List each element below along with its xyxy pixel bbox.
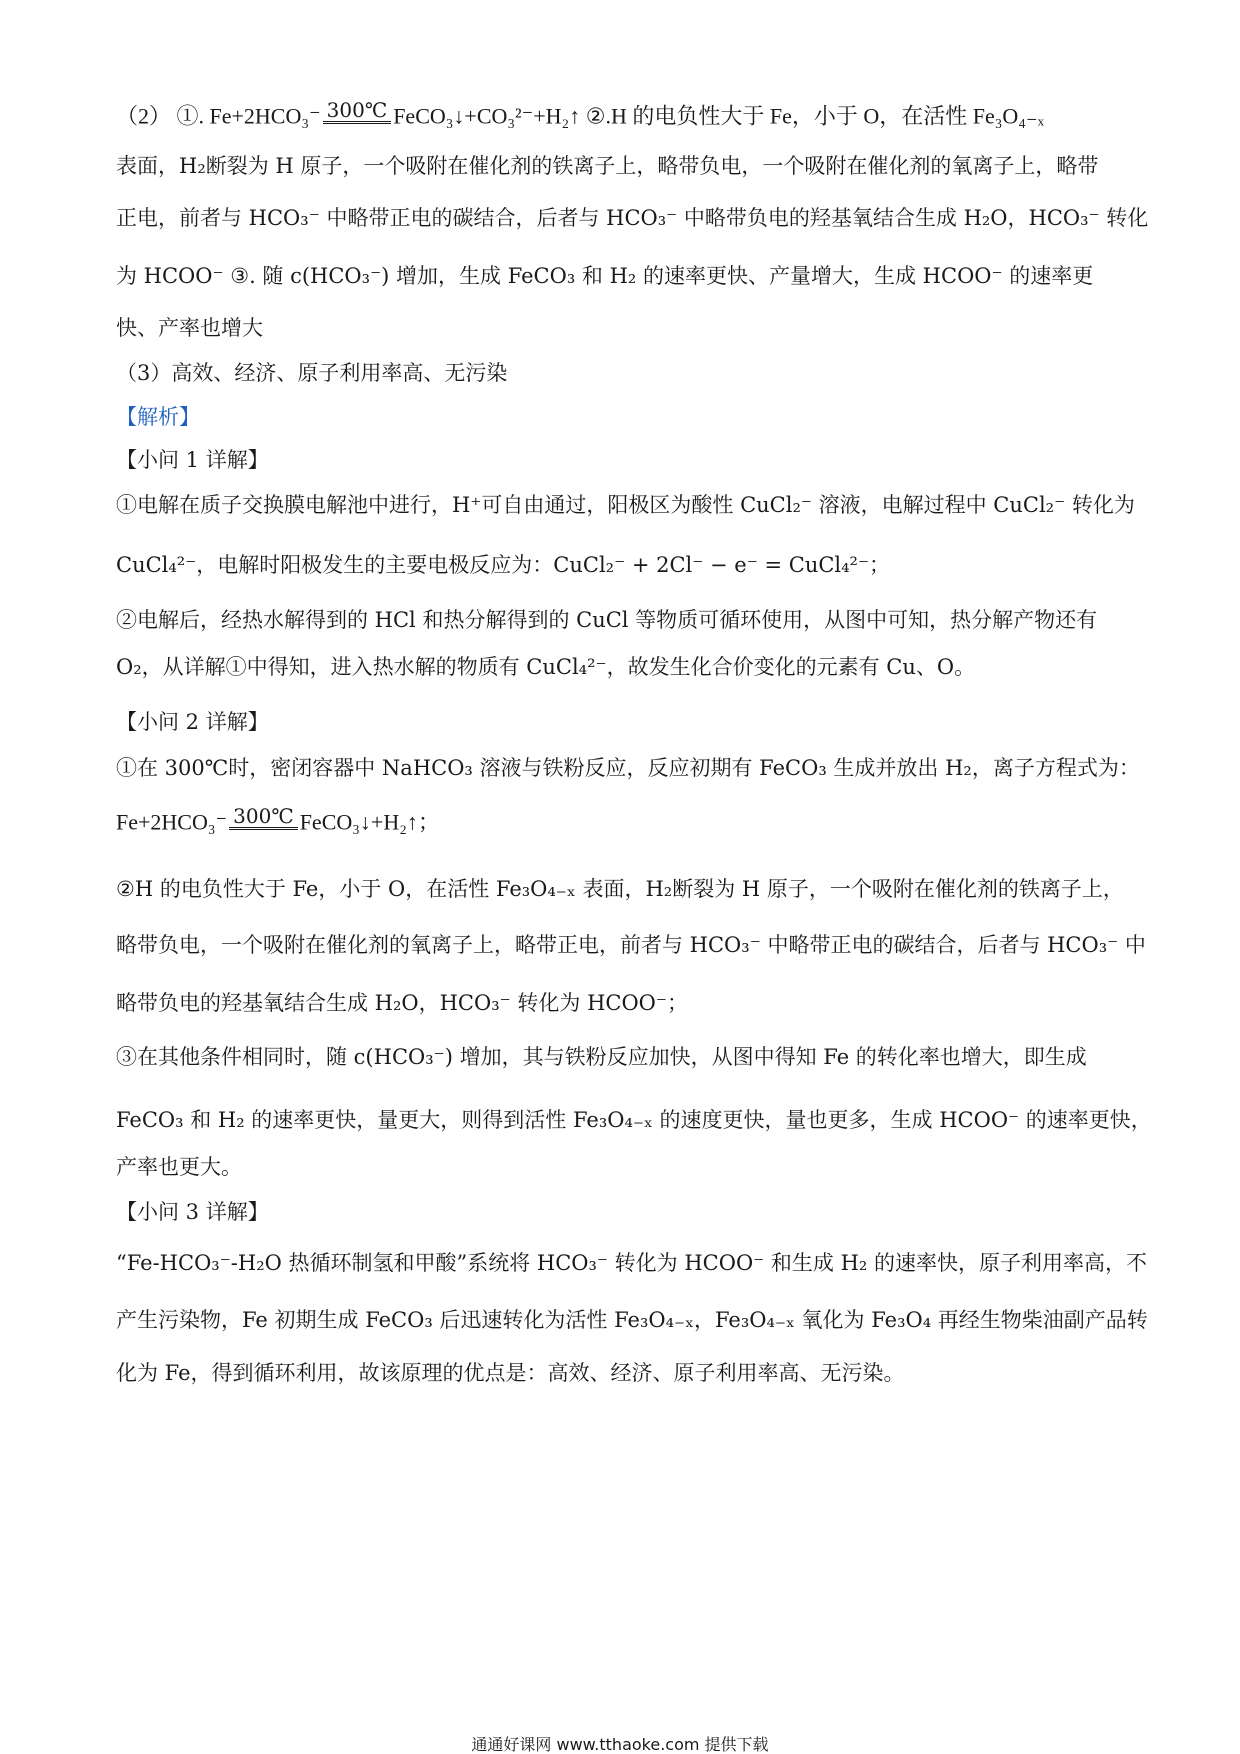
q1-detail-line-2: CuCl₄²⁻，电解时阳极发生的主要电极反应为：CuCl₂⁻ + 2Cl⁻ − e⁻ = CuCl₄²⁻； [116, 553, 891, 577]
equation-right: FeCO₃↓+H₂↑； [299, 809, 440, 835]
q2-detail-line-1: ①在 300℃时，密闭容器中 NaHCO₃ 溶液与铁粉反应，反应初期有 FeCO₃ 生成并放出 H₂，离子方程式为： [116, 756, 1140, 780]
sub-question-2-heading: 【小问 2 详解】 [116, 710, 269, 734]
q2-detail-line-6: FeCO₃ 和 H₂ 的速率更快，量更大，则得到活性 Fe₃O₄₋ₓ 的速度更快，量也更多，生成 HCOO⁻ 的速率更快， [116, 1108, 1152, 1132]
sub-question-3-heading: 【小问 3 详解】 [116, 1200, 269, 1224]
analysis-heading: 【解析】 [116, 405, 200, 429]
equation-left: （2） ①. Fe+2HCO₃⁻ [116, 103, 321, 129]
answer-3: （3）高效、经济、原子利用率高、无污染 [116, 361, 508, 385]
q1-detail-line-4: O₂，从详解①中得知，进入热水解的物质有 CuCl₄²⁻，故发生化合价变化的元素有 Cu、O。 [116, 655, 976, 679]
sub-question-1-heading: 【小问 1 详解】 [116, 448, 269, 472]
reaction-condition-text: 300℃ [323, 100, 392, 124]
reaction-condition [229, 806, 298, 842]
q2-detail-line-5: ③在其他条件相同时，随 c(HCO₃⁻) 增加，其与铁粉反应加快，从图中得知 Fe 的转化率也增大，即生成 [116, 1045, 1087, 1069]
reaction-condition [323, 100, 392, 136]
equation-left: Fe+2HCO₃⁻ [116, 809, 228, 835]
q3-detail-line-1: “Fe-HCO₃⁻-H₂O 热循环制氢和甲酸”系统将 HCO₃⁻ 转化为 HCOO⁻ 和生成 H₂ 的速率快，原子利用率高，不 [116, 1251, 1148, 1275]
q2-detail-line-4: 略带负电的羟基氧结合生成 H₂O，HCO₃⁻ 转化为 HCOO⁻； [116, 991, 688, 1015]
equation-right: FeCO₃↓+CO₃²⁻+H₂↑ ②.H 的电负性大于 Fe，小于 O，在活性 Fe₃O₄₋ₓ [393, 103, 1044, 129]
answer-2-line-4: 为 HCOO⁻ ③. 随 c(HCO₃⁻) 增加，生成 FeCO₃ 和 H₂ 的速率更快、产量增大，生成 HCOO⁻ 的速率更 [116, 264, 1094, 288]
answer-2-line-1 [116, 100, 1136, 136]
answer-2-line-2: 表面，H₂断裂为 H 原子，一个吸附在催化剂的铁离子上，略带负电，一个吸附在催化剂的氧离子上，略带 [116, 154, 1099, 178]
page-footer: 通通好课网 www.tthaoke.com 提供下载 [471, 1735, 769, 1754]
q2-equation-line [116, 806, 1136, 842]
q3-detail-line-3: 化为 Fe，得到循环利用，故该原理的优点是：高效、经济、原子利用率高、无污染。 [116, 1361, 905, 1385]
reaction-condition-text: 300℃ [229, 806, 298, 830]
answer-2-line-3: 正电，前者与 HCO₃⁻ 中略带正电的碳结合，后者与 HCO₃⁻ 中略带负电的羟基氧结合生成 H₂O，HCO₃⁻ 转化 [116, 206, 1149, 230]
answer-2-line-5: 快、产率也增大 [116, 316, 263, 340]
q1-detail-line-3: ②电解后，经热水解得到的 HCl 和热分解得到的 CuCl 等物质可循环使用，从图中可知，热分解产物还有 [116, 608, 1098, 632]
q2-detail-line-2: ②H 的电负性大于 Fe，小于 O，在活性 Fe₃O₄₋ₓ 表面，H₂断裂为 H 原子，一个吸附在催化剂的铁离子上， [116, 877, 1124, 901]
q3-detail-line-2: 产生污染物，Fe 初期生成 FeCO₃ 后迅速转化为活性 Fe₃O₄₋ₓ，Fe₃O₄₋ₓ 氧化为 Fe₃O₄ 再经生物柴油副产品转 [116, 1308, 1148, 1332]
q1-detail-line-1: ①电解在质子交换膜电解池中进行，H⁺可自由通过，阳极区为酸性 CuCl₂⁻ 溶液，电解过程中 CuCl₂⁻ 转化为 [116, 493, 1135, 517]
q2-detail-line-7: 产率也更大。 [116, 1155, 242, 1179]
q2-detail-line-3: 略带负电，一个吸附在催化剂的氧离子上，略带正电，前者与 HCO₃⁻ 中略带正电的碳结合，后者与 HCO₃⁻ 中 [116, 933, 1146, 957]
